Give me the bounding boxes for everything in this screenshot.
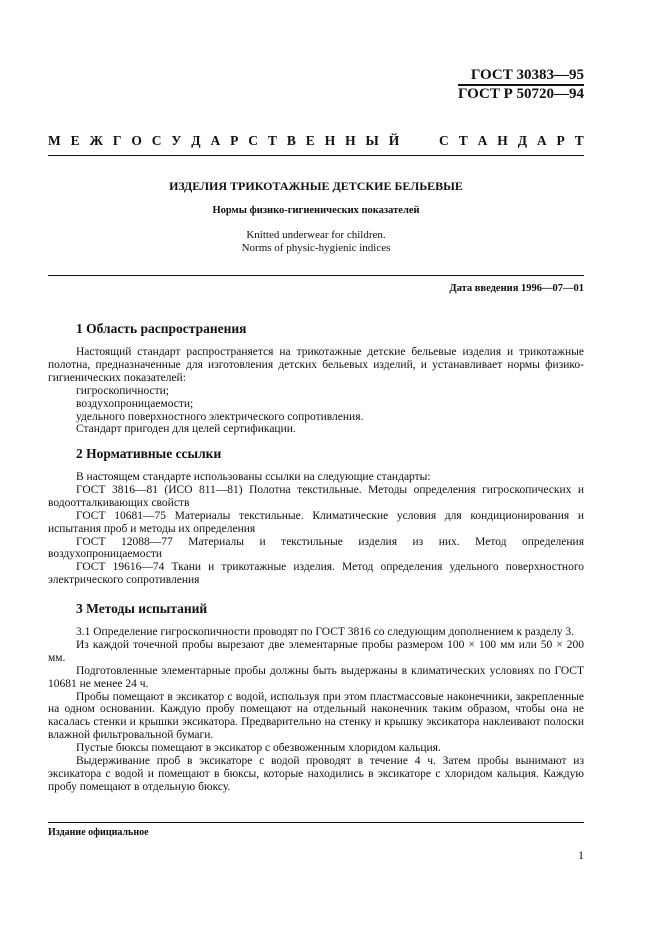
banner-letter: Й [388,133,400,148]
gost-codes [458,67,584,103]
section-1-body [48,346,584,436]
reference-item: ГОСТ 12088—77 Материалы и текстильные изделия из них. Метод определения воздухопроницаемости [48,535,584,561]
banner-letter: Н [345,133,356,148]
paragraph: Пустые бюксы помещают в эксикатор с обезвоженным хлоридом кальция. [76,742,441,755]
footer-rule [48,822,584,823]
section-3-heading: 3 Методы испытаний [76,601,208,616]
paragraph: Настоящий стандарт распространяется на трикотажные детские бельевые изделия и трикотажные полотна, предназначенные для изготовления детских бельевых изделий, и устанавливает нормы физико-гигиенических показателей: [48,346,584,384]
banner-letter: У [171,133,182,148]
banner-letter: Р [556,133,565,148]
document-title: ИЗДЕЛИЯ ТРИКОТАЖНЫЕ ДЕТСКИЕ БЕЛЬЕВЫЕ [169,179,463,193]
banner-gap [409,133,429,149]
paragraph: Подготовленные элементарные пробы должны быть выдержаны в климатических условиях по ГОСТ 10681 не менее 24 ч. [48,664,584,690]
banner-letter: Н [324,133,336,148]
banner-letter: С [151,133,162,148]
list-item: гигроскопичности; [76,384,169,397]
paragraph: В настоящем стандарте использованы ссылки на следующие стандарты: [76,471,431,483]
banner-letter: Ы [365,133,379,148]
banner-letter: С [439,133,449,148]
section-1-heading: 1 Область распространения [76,321,247,336]
english-title-line-2: Norms of physic-hygienic indices [241,242,391,254]
date-rule [48,275,584,276]
banner-letter: М [48,133,61,148]
gost-code-1: ГОСТ 30383—95 [470,67,584,83]
banner-letter: А [210,133,221,148]
banner-letter: Е [305,133,315,148]
introduction-date: Дата введения 1996—07—01 [449,283,584,294]
document-subtitle: Нормы физико-гигиенических показателей [212,205,420,216]
list-item: воздухопроницаемости; [76,397,194,410]
banner-rule [48,155,584,156]
english-title-line-1: Knitted underwear for children. [246,229,386,241]
banner-letter: В [286,133,296,148]
gost-code-2: ГОСТ Р 50720—94 [457,86,584,102]
paragraph: Пробы помещают в эксикатор с водой, используя при этом пластмассовые наконечники, закрепленные на одном основании. Каждую пробу помещают на отдельный наконечник таким образом, чтобы она не касалась стенки и крышки эксикатора. Предварительно на стенку и крышку эксикатора наклеивают полоски влажной фильтровальной бумаги. [48,690,584,742]
paragraph: 3.1 Определение гигроскопичности проводят по ГОСТ 3816 со следующим дополнением к разделу 3. [76,626,575,638]
paragraph: Выдерживание проб в эксикаторе с водой проводят в течение 4 ч. Затем пробы вынимают из эксикатора с водой и помещают в бюксы, которые находились в эксикаторе с хлоридом кальция. Каждую пробу помещают в отдельную бюксу. [48,755,584,793]
banner-letter: Р [230,133,239,148]
banner-letter: Н [497,133,508,148]
banner-letter: Т [574,133,584,148]
page-number: 1 [578,848,584,862]
banner-letter: Г [112,133,122,148]
list-item: удельного поверхностного электрического сопротивления. [76,410,364,423]
reference-item: ГОСТ 3816—81 (ИСО 811—81) Полотна текстильные. Методы определения гигроскопических и водоотталкивающих свойств [48,483,584,509]
banner-letter: Ж [89,133,103,148]
banner-letter: Т [267,133,277,148]
banner-letter: Д [191,133,201,148]
section-2-heading: 2 Нормативные ссылки [76,446,222,461]
paragraph: Стандарт пригоден для целей сертификации. [76,423,296,436]
paragraph: Из каждой точечной пробы вырезают две элементарные пробы размером 100 × 100 мм или 50 × 200 мм. [48,638,584,664]
banner-letter: Е [70,133,80,148]
standard-banner [48,133,584,149]
reference-item: ГОСТ 19616—74 Ткани и трикотажные изделия. Метод определения удельного поверхностного электрического сопротивления [48,561,584,587]
official-edition-label: Издание официальное [48,827,149,838]
banner-letter: С [248,133,259,148]
banner-letter: А [536,133,547,148]
english-title [48,229,584,255]
banner-letter: О [131,133,142,148]
section-2-body [48,471,584,587]
banner-letter: Д [517,133,527,148]
banner-letter: А [477,133,488,148]
banner-letter: Т [458,133,468,148]
section-3-body [48,626,584,794]
reference-item: ГОСТ 10681—75 Материалы текстильные. Климатические условия для кондиционирования и испытания проб и методы их определения [48,509,584,535]
